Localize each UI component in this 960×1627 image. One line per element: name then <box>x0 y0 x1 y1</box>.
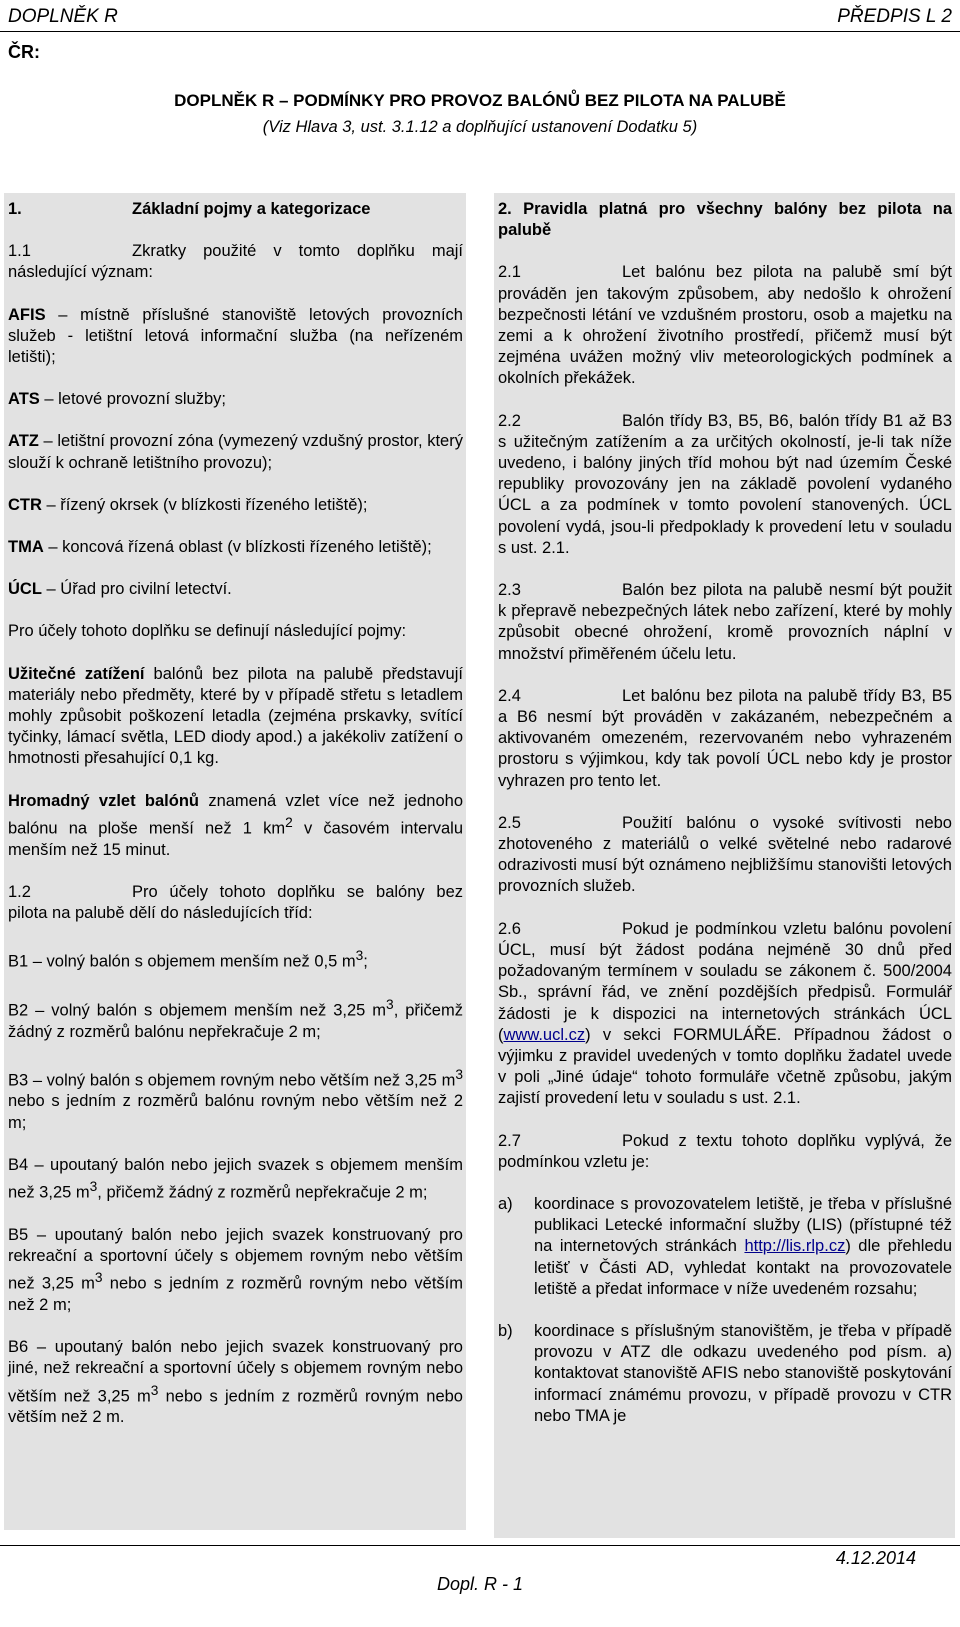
para-2-5: 2.5 Použití balónu o vysoké svítivosti nebo zhotoveného z materiálů o velké světelné nebo radarové odrazivosti musí být oznámeno nejbližšímu stanovišti letových provozních služeb. <box>498 813 952 896</box>
para-2-1: 2.1 Let balónu bez pilota na palubě smí být prováděn jen takovým způsobem, aby nedošlo k ohrožení bezpečnosti létání ve vzdušném prostoru, osob a majetku na zemi a k ohrožení životního prostředí, přičemž musí být zejména uvážen možný vliv meteorologických podmínek a okolních překážek. <box>498 263 952 388</box>
para-2-3: 2.3 Balón bez pilota na palubě nesmí být použit k přepravě nebezpečných látek nebo zařízení, které by mohly způsobit obecné ohrožení, kromě provozních náplní v množství přiměřeném účelu letu. <box>498 581 952 663</box>
footer-page-number: Dopl. R - 1 <box>436 1574 524 1594</box>
def-tma: TMA – koncová řízená oblast (v blízkosti řízeného letiště); <box>8 538 432 557</box>
left-column <box>4 193 466 1530</box>
def-payload: Užitečné zatížení balónů bez pilota na palubě představují materiály nebo předměty, které by v případě střetu s letadlem mohly způsobit poškození letadla (zejména prskavky, svítící tyčinky, lámací světla, LED diody apod.) a jakékoliv zatížení o hmotnosti přesahující 0,1 kg. <box>8 664 463 768</box>
country-label: ČR: <box>8 42 40 62</box>
right-column <box>494 193 955 1538</box>
def-ats: ATS – letové provozní služby; <box>8 390 226 409</box>
ucl-website-link[interactable]: www.ucl.cz <box>503 1025 586 1044</box>
list-item-a: a) koordinace s provozovatelem letiště, je třeba v příslušné publikaci Letecké informační služby (LIS) (přístupné též na internetových stránkách http://lis.rlp.cz) dle přehledu letišť v Části AD, vyhledat kontakt na provozovatele letiště a předat informace v níže uvedeném rozsahu; <box>498 1194 953 1298</box>
def-mass-launch: Hromadný vzlet balónů znamená vzlet více než jednoho balónu na ploše menší než 1 $km^2$ v časovém intervalu menším než 15 minut. <box>8 791 464 859</box>
footer-rule <box>0 1545 960 1546</box>
header-left: DOPLNĚK R <box>8 6 118 27</box>
def-atz: ATZ – letištní provozní zóna (vymezený vzdušný prostor, který slouží k ochraně letištního provozu); <box>8 432 463 472</box>
document-subtitle: (Viz Hlava 3, ust. 3.1.12 a doplňující ustanovení Dodatku 5) <box>262 118 698 136</box>
para-2-7: 2.7 Pokud z textu tohoto doplňku vyplývá, že podmínkou vzletu je: <box>498 1131 952 1171</box>
def-afis: AFIS – místně příslušné stanoviště letových provozních služeb - letištní letová informační služba (na neřízeném letišti); <box>8 305 463 367</box>
class-b6: B6 – upoutaný balón nebo jejich svazek konstruovaný pro jiné, než rekreační a sportovní účely s objemem rovným nebo větším než 3,25 $m^3$ nebo s jedním z rozměrů rovným nebo větším než 2 m. <box>8 1338 463 1427</box>
para-2-4: 2.4 Let balónu bez pilota na palubě třídy B3, B5 a B6 nesmí být prováděn v zakázaném, nebezpečném a aktivovaném omezeném, rezervovaném nebo vyhrazeném prostoru s výjimkou, kdy tak povolí ÚCL nebo kdy je prostor vyhrazen pro tento let. <box>498 686 952 790</box>
lis-website-link[interactable]: http://lis.rlp.cz <box>744 1237 846 1256</box>
class-b5: B5 – upoutaný balón nebo jejich svazek konstruovaný pro rekreační a sportovní účely s objemem rovným nebo větším než 3,25 $m^3$ nebo s jedním z rozměrů rovným nebo větším než 2 m; <box>8 1225 463 1314</box>
para-2-6: 2.6 Pokud je podmínkou vzletu balónu povolení ÚCL, musí být žádost podána nejméně 30 dnů před požadovaným termínem v souladu se zákonem č. 500/2004 Sb., správní řád, ve znění pozdějších předpisů. Formulář žádosti je k dispozici na internetových stránkách ÚCL (www.ucl.cz) v sekci FORMULÁŘE. Případnou žádost o výjimku z pravidel uvedených v tomto doplňku žadatel uvede v poli „Jiné údaje“ tohoto formuláře včetně způsobu, jakým zajistí provedení letu v souladu s ust. 2.1. <box>498 919 952 1108</box>
class-b2: B2 – volný balón s objemem menším než 3,25 $m^3$, přičemž žádný z rozměrů balónu nepřekračuje 2 m; <box>8 996 463 1041</box>
class-b3: B3 – volný balón s objemem rovným nebo větším než 3,25 $m^3$ nebo s jedním z rozměrů balónu rovným nebo větším než 2 m; <box>8 1066 463 1132</box>
para-1-1: 1.1 Zkratky použité v tomto doplňku mají následující význam: <box>8 242 463 282</box>
section-2-heading: 2. Pravidla platná pro všechny balóny bez pilota na palubě <box>498 200 952 240</box>
class-b4: B4 – upoutaný balón nebo jejich svazek s objemem menším než 3,25 $m^3$, přičemž žádný z rozměrů nepřekračuje 2 m; <box>8 1155 463 1202</box>
para-1-2: 1.2 Pro účely tohoto doplňku se balóny bez pilota na palubě dělí do následujících tříd: <box>8 882 463 922</box>
page-header <box>8 6 952 30</box>
para-2-2: 2.2 Balón třídy B3, B5, B6, balón třídy B1 až B3 s užitečným zatížením a za určitých okolností, je-li tak níže uvedeno, i balóny jiných tříd mohou být nad územím České republiky provozovány jen na základě povolení vydaného ÚCL a za podmínek v tomto povolení stanovených. ÚCL povolení vydá, jsou-li předpoklady k provedení letu v souladu s ust. 2.1. <box>498 411 952 557</box>
section-1-heading: 1. Základní pojmy a kategorizace <box>8 200 371 218</box>
terms-intro: Pro účely tohoto doplňku se definují následující pojmy: <box>8 622 407 641</box>
header-right: PŘEDPIS L 2 <box>837 6 952 27</box>
list-item-b: b) koordinace s příslušným stanovištěm, je třeba v případě provozu v ATZ dle odkazu uvedeného pod písm. a) kontaktovat stanoviště AFIS nebo stanoviště poskytování informací známému provozu, v případě provozu v CTR nebo TMA je <box>498 1321 952 1425</box>
def-ucl: ÚCL – Úřad pro civilní letectví. <box>8 580 232 599</box>
def-ctr: CTR – řízený okrsek (v blízkosti řízeného letiště); <box>8 495 368 514</box>
class-b1: B1 – volný balón s objemem menším než 0,5 $m^3$; <box>8 948 368 971</box>
document-title: DOPLNĚK R – PODMÍNKY PRO PROVOZ BALÓNŮ BEZ PILOTA NA PALUBĚ <box>174 91 786 110</box>
header-rule <box>0 31 960 32</box>
footer-date: 4.12.2014 <box>835 1548 916 1568</box>
